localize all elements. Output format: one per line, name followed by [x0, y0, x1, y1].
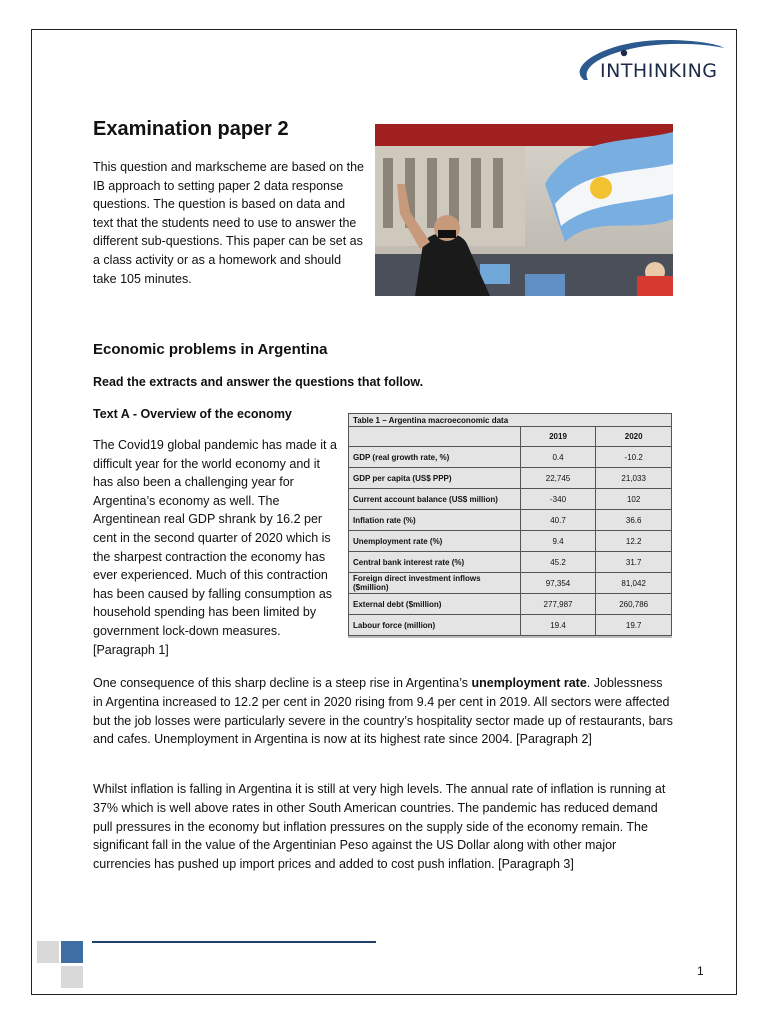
macro-data-table	[348, 413, 672, 638]
table-row	[349, 510, 672, 531]
row-value-2020: 19.7	[596, 615, 672, 636]
row-label: Central bank interest rate (%)	[349, 552, 521, 573]
row-label: Unemployment rate (%)	[349, 531, 521, 552]
intro-text: This question and markscheme are based on the IB approach to setting paper 2 data response questions. The question is based on data and text that the students need to use to answer the different sub-questions. This paper can be set as a class activity or as a homework and should take 105 minutes.	[93, 160, 364, 286]
table-row	[349, 447, 672, 468]
text-a-title: Text A - Overview of the economy	[93, 407, 292, 421]
table-row	[349, 615, 672, 636]
row-value-2020: 102	[596, 489, 672, 510]
row-value-2020: -10.2	[596, 447, 672, 468]
argentina-protest-photo	[375, 124, 673, 296]
table-row	[349, 468, 672, 489]
paragraph-2-bold: unemployment rate	[471, 676, 587, 690]
row-label: External debt ($million)	[349, 594, 521, 615]
table-row	[349, 489, 672, 510]
page-title: Examination paper 2	[93, 118, 289, 140]
table-row	[349, 552, 672, 573]
instruction-text: Read the extracts and answer the questions that follow.	[93, 375, 424, 389]
row-label: GDP per capita (US$ PPP)	[349, 468, 521, 489]
logo-text: INTHINKING	[600, 60, 718, 82]
row-value-2019: 19.4	[520, 615, 596, 636]
footer-square-blue	[61, 941, 83, 963]
paragraph-2	[93, 674, 675, 749]
table-row	[349, 573, 672, 594]
table-caption: Table 1 – Argentina macroeconomic data	[349, 414, 672, 427]
paragraph-2-after: . Joblessness in Argentina increased to 12.2 per cent in 2020 rising from 9.4 per cent in 2019. All sectors were affected but the job losses were particularly severe in the country’s hospitality sector made up of restaurants, bars and cafes. Unemployment in Argentina is now at its highest rate since 2004. [Paragraph 2]	[93, 676, 673, 747]
row-label: Foreign direct investment inflows ($million)	[349, 573, 521, 594]
footer-line	[92, 941, 376, 943]
table-row	[349, 531, 672, 552]
row-value-2019: 97,354	[520, 573, 596, 594]
row-value-2019: 0.4	[520, 447, 596, 468]
row-value-2019: 22,745	[520, 468, 596, 489]
paragraph-2-before: One consequence of this sharp decline is a steep rise in Argentina’s	[93, 676, 472, 690]
row-value-2020: 31.7	[596, 552, 672, 573]
footer-square-grey	[61, 966, 83, 988]
table-header-2019: 2019	[520, 427, 596, 447]
row-value-2019: -340	[520, 489, 596, 510]
table-header-blank	[349, 427, 521, 447]
paragraph-1: The Covid19 global pandemic has made it a difficult year for the world economy and it has also been a challenging year for Argentina’s economy as well. The Argentinean real GDP shrank by 16.2 per cent in the second quarter of 2020 which is the sharpest contraction the economy has ever experienced. Much of this contraction has been caused by falling consumption as household spending has been limited by government lock-down measures. [Paragraph 1]	[93, 438, 337, 657]
row-label: Labour force (million)	[349, 615, 521, 636]
table-header-2020: 2020	[596, 427, 672, 447]
row-value-2019: 9.4	[520, 531, 596, 552]
row-label: Current account balance (US$ million)	[349, 489, 521, 510]
row-label: Inflation rate (%)	[349, 510, 521, 531]
paragraph-3: Whilst inflation is falling in Argentina it is still at very high levels. The annual rate of inflation is running at 37% which is well above rates in other South American countries. The pandemic has reduced demand pull pressures in the economy but inflation pressures on the supply side of the economy remain. The significant fall in the value of the Argentinian Peso against the US Dollar along with other major currencies has pushed up import prices and added to cost push inflation. [Paragraph 3]	[93, 782, 666, 872]
table-row	[349, 594, 672, 615]
row-value-2019: 40.7	[520, 510, 596, 531]
row-value-2020: 21,033	[596, 468, 672, 489]
row-value-2020: 81,042	[596, 573, 672, 594]
section-title: Economic problems in Argentina	[93, 341, 328, 358]
row-value-2019: 45.2	[520, 552, 596, 573]
row-label: GDP (real growth rate, %)	[349, 447, 521, 468]
row-value-2020: 260,786	[596, 594, 672, 615]
footer-square-grey	[37, 941, 59, 963]
row-value-2020: 12.2	[596, 531, 672, 552]
row-value-2020: 36.6	[596, 510, 672, 531]
page-number: 1	[697, 964, 704, 978]
row-value-2019: 277,987	[520, 594, 596, 615]
